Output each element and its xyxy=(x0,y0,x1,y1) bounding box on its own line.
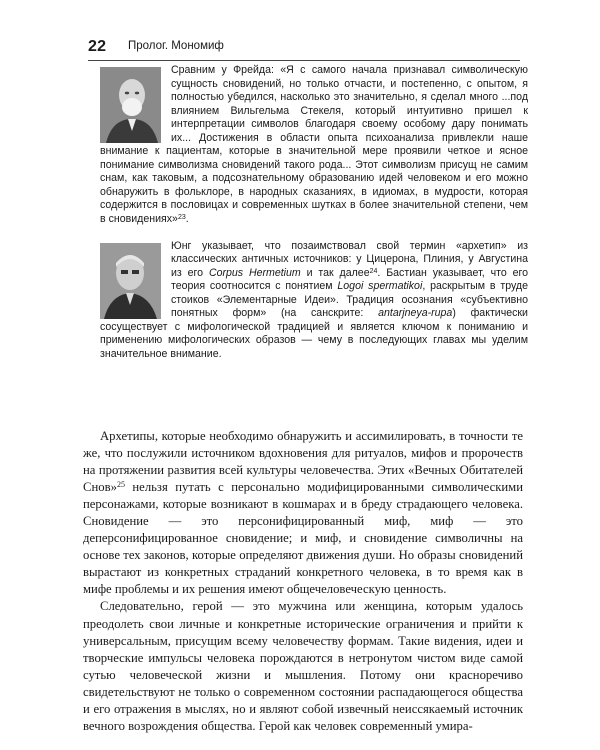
freud-portrait-icon xyxy=(100,67,161,143)
jung-note xyxy=(100,240,528,362)
page-number: 22 xyxy=(88,38,107,55)
main-text xyxy=(83,428,523,735)
running-title: Пролог. Мономиф xyxy=(128,40,224,52)
freud-note xyxy=(100,64,528,227)
footnote-ref: 23 xyxy=(177,214,186,222)
page-header xyxy=(88,38,520,61)
jung-text: Юнг указывает, что позаимствовал свой термин «архетип» из классических античных источников: у Цицерона, Плиния, у Августина из его Corpus Hermetium и так далее$^{24}$. Бастиан указывает, что его теория соотносится с понятием Logoi spermatikoi, раскрытым в труде стоиков «Элементарные Идеи». Традиция осознания «субъективно понятных форм» (на санскрите: antarjneya-rupa) фактически сосуществует с мифологической традицией и является ключом к пониманию и применению мифологических образов — чему в последующих главах мы уделим значительное внимание. xyxy=(100,239,528,360)
paragraph: Архетипы, которые необходимо обнаружить и ассимилировать, в точности те же, что послужили источником вдохновения для ритуалов, мифов и пророчеств на протяжении развития всей культуры человечества. Этих «Вечных Обитателей Снов»$^{25}$ нельзя путать с персонально модифицированными символическими персонажами, которые возникают в кошмарах и в бреду страдающего человека. Сновидение — это персонифицированный миф, миф — это деперсонифицированное сновидение; и миф, и сновидение символичны на основе тех законов, которые определяют движения души. Но образы сновидений вырастают из конкретных страданий конкретного человека, в то время как в мифе проблемы и их решения имеют общечеловеческую ценность. xyxy=(83,429,523,597)
jung-portrait-icon xyxy=(100,243,161,319)
footnote-ref: 24 xyxy=(369,267,378,275)
freud-quote: Сравним у Фрейда: «Я с самого начала признавал символическую сущность сновидений, но только отчасти, и постепенно, с опытом, я полностью убедился, насколько это значительно, я сделал много ...под влиянием Вильгельма Стекеля, который интуитивно пришел к интерпретации символов благодаря своему особому дару понимать их... Достижения в области опыта психоанализа привлекли наше внимание к пациентам, которые в значительной мере проявили четкое и ясное понимание символизма сновидений такого рода... Этот символизм присущ не самим снам, как таковым, а подсознательному образованию идей человеком и его можно обнаружить в фольклоре, в народных сказаниях, в идиомах, в мудрости, которая содержится в пословицах и современных шутках в более значительной степени, чем в сновидениях»$^{23}$. xyxy=(100,64,528,226)
paragraph: Следовательно, герой — это мужчина или женщина, которым удалось преодолеть свои личные и конкретные исторические ограничения и прийти к универсальным, присущим всему человечеству формам. Такие видения, идеи и творческие импульсы человека порождаются в нетронутом чистом виде самой сутью человеческой жизни и мышления. Потому они красноречиво свидетельствуют не только о современном состоянии распадающегося общества и его отражения в мыслях, но и являют собой извечный неиссякаемый источник вечного возрождения общества. Герой как человек современный умира- xyxy=(83,599,523,733)
sidebar-notes xyxy=(100,64,528,361)
footnote-ref: 25 xyxy=(116,480,125,490)
